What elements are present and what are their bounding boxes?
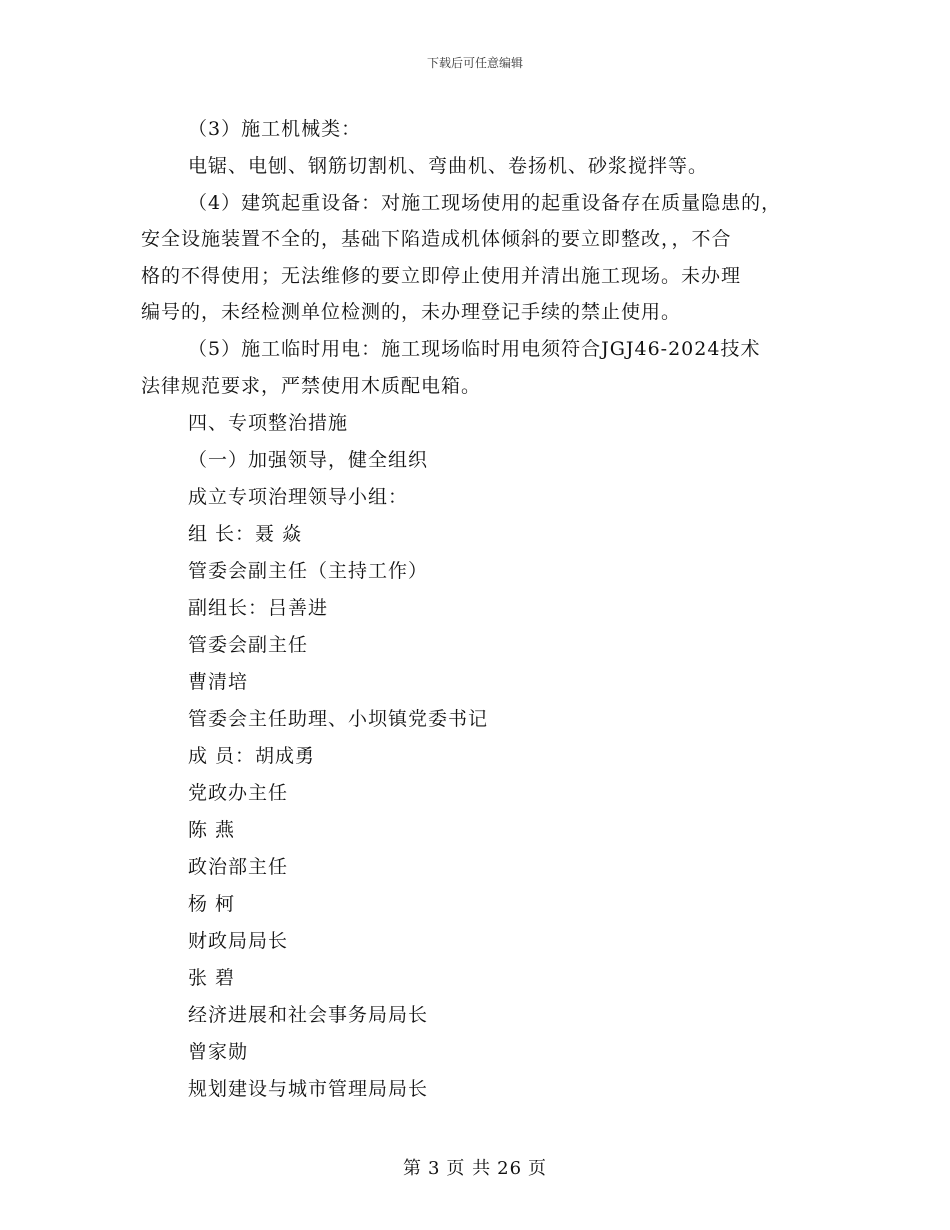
body-line: 法律规范要求，严禁使用木质配电箱。 xyxy=(141,375,482,397)
body-line: 成 员：胡成勇 xyxy=(188,745,316,767)
body-line: 管委会副主任 xyxy=(188,634,309,656)
page-header-note: 下载后可任意编辑 xyxy=(426,56,523,70)
body-line: 副组长：吕善进 xyxy=(188,597,329,619)
subsection-heading: （一）加强领导，健全组织 xyxy=(188,449,429,471)
body-line: 管委会副主任（主持工作） xyxy=(188,560,429,582)
body-line: （5）施工临时用电：施工现场临时用电须符合JGJ46-2024技术 xyxy=(188,338,761,360)
body-line: 杨 柯 xyxy=(188,893,236,915)
body-line: 政治部主任 xyxy=(188,856,289,878)
body-line: 财政局局长 xyxy=(188,930,289,952)
body-line: 党政办主任 xyxy=(188,782,289,804)
footer-page-number: 3 xyxy=(427,1158,441,1179)
body-line: （3）施工机械类： xyxy=(188,118,362,140)
footer-suffix: 页 xyxy=(528,1158,548,1179)
body-line: （4）建筑起重设备：对施工现场使用的起重设备存在质量隐患的， xyxy=(188,192,782,214)
page-footer xyxy=(0,1154,950,1180)
footer-total-pages: 26 xyxy=(497,1158,523,1179)
footer-middle: 页 共 xyxy=(446,1158,492,1179)
body-line: 陈 燕 xyxy=(188,819,236,841)
body-line: 编号的，未经检测单位检测的，未办理登记手续的禁止使用。 xyxy=(141,301,682,323)
body-line: 格的不得使用；无法维修的要立即停止使用并清出施工现场。未办理 xyxy=(141,265,742,287)
body-line: 成立专项治理领导小组： xyxy=(188,486,409,508)
body-line: 张 碧 xyxy=(188,967,236,989)
body-line: 安全设施装置不全的，基础下陷造成机体倾斜的要立即整改，，不合 xyxy=(141,228,732,250)
body-line: 电锯、电刨、钢筋切割机、弯曲机、卷扬机、砂浆搅拌等。 xyxy=(188,155,709,177)
body-line: 曹清培 xyxy=(188,671,249,693)
body-line: 经济进展和社会事务局局长 xyxy=(188,1004,429,1026)
section-heading: 四、专项整治措施 xyxy=(188,412,349,434)
body-line: 组 长：聂 焱 xyxy=(188,523,303,545)
footer-prefix: 第 xyxy=(402,1158,422,1179)
body-line: 管委会主任助理、小坝镇党委书记 xyxy=(188,708,489,730)
body-line: 曾家勋 xyxy=(188,1041,249,1063)
body-line: 规划建设与城市管理局局长 xyxy=(188,1078,429,1100)
